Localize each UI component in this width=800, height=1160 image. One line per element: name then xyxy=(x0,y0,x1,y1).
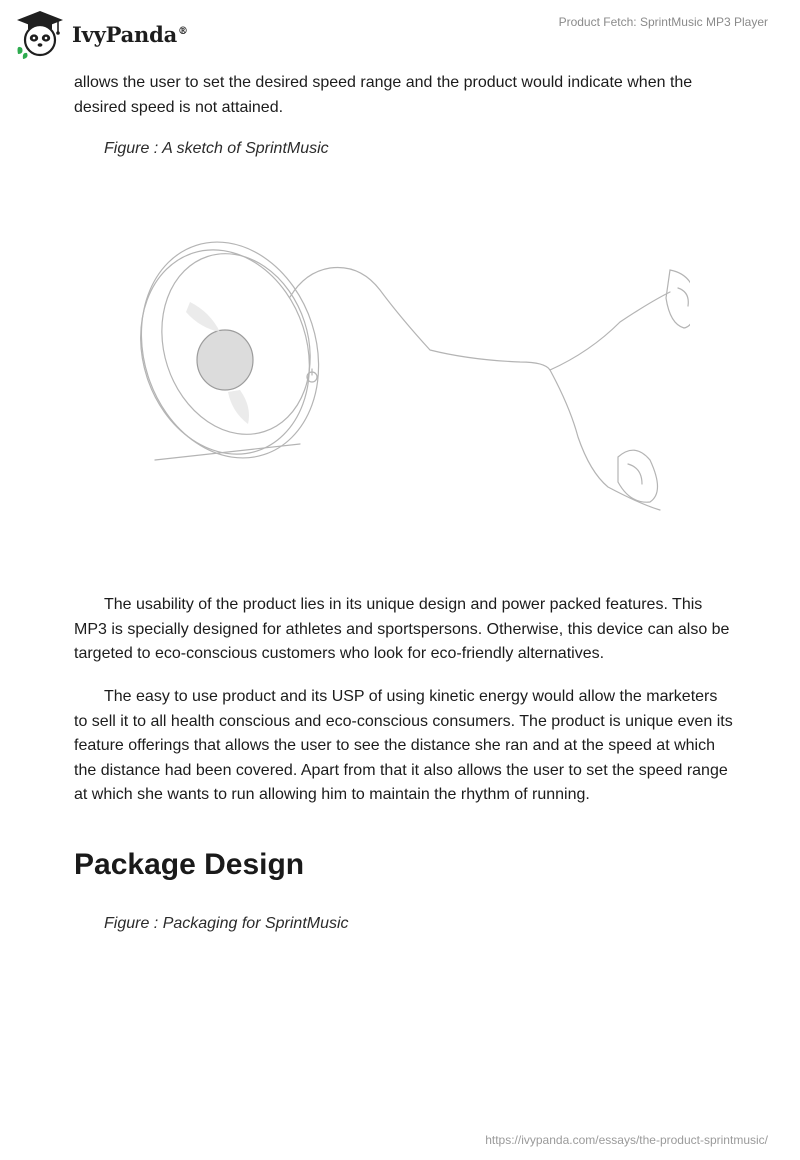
paragraph-usp: The easy to use product and its USP of using kinetic energy would allow the marketers to sell it to all health conscious and eco-conscious consumers. The product is unique even its feature offerings that allows the user to see the distance she ran and at the speed at which the distance had been covered. Apart from that it also allows the user to set the speed range at which she wants to run allowing him to maintain the rhythm of running. xyxy=(74,688,733,803)
page-header xyxy=(0,0,800,70)
paragraph-usability: The usability of the product lies in its unique design and power packed features. This MP3 is specially designed for athletes and sportspersons. Otherwise, this device can also be targeted to eco-conscious customers who look for eco-friendly alternatives. xyxy=(74,596,730,662)
paragraph-speed-range: allows the user to set the desired speed range and the product would indicate when the desired speed is not attained. xyxy=(74,74,693,116)
logo-wordmark: IvyPanda® xyxy=(72,21,188,47)
figure-caption-packaging: Figure : Packaging for SprintMusic xyxy=(104,915,349,932)
ivypanda-logo[interactable] xyxy=(14,8,188,60)
source-url[interactable]: https://ivypanda.com/essays/the-product-sprintmusic/ xyxy=(485,1133,768,1147)
sprintmusic-sketch-image xyxy=(130,232,690,532)
panda-graduate-icon xyxy=(14,8,66,60)
figure-caption-sketch: Figure : A sketch of SprintMusic xyxy=(104,140,329,157)
section-heading-package-design: Package Design xyxy=(74,848,305,881)
document-title: Product Fetch: SprintMusic MP3 Player xyxy=(558,15,768,29)
